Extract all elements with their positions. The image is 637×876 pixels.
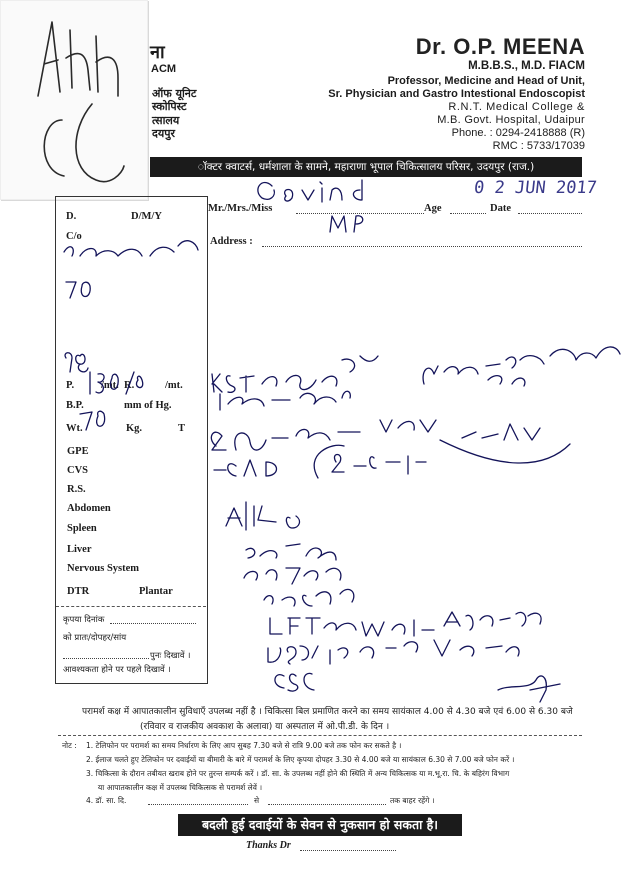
resp-label: R. [124, 380, 135, 391]
exam-gpe: GPE [67, 446, 89, 457]
bp-label: B.P. [66, 400, 84, 411]
notice-divider [58, 735, 582, 736]
header-scopist-fragment: स्कोपिस्ट [152, 100, 187, 113]
bp-unit: mm of Hg. [124, 400, 172, 411]
notice-line1: परामर्श कक्ष में आपातकालीन सुविधाएँ उपलब्ध नहीं है । चिकित्सा बिल प्रमाणित करने का समय सायंकाल 4.00 से 4.30 बजे एवं 6.00 से 6.30 बजे [82, 707, 573, 717]
header-degree-fragment: ACM [151, 63, 177, 75]
note-3: 3. चिकित्सा के दौरान तबीयत खराब होने पर तुरन्त सम्पर्क करें । डॉ. सा. के उपलब्ध नहीं होने की स्थिति में अन्य चिकित्सक या म.भू.रा. चि. के बहिरंग विभाग [86, 769, 510, 778]
note-4: 4. डॉ. सा. दि. [86, 796, 127, 805]
wt-label: Wt. [66, 423, 83, 434]
doctor-phone: Phone. : 0294-2418888 (R) [451, 127, 585, 139]
note-prefix: नोट : [62, 741, 77, 750]
pulse-label: P. [66, 380, 75, 391]
header-hospital-fragment: त्सालय [152, 114, 180, 127]
pulse-unit: /mt. [101, 380, 119, 391]
exam-abdomen: Abdomen [67, 503, 111, 514]
plantar-label: Plantar [139, 586, 173, 597]
thanks-label: Thanks Dr [246, 840, 291, 851]
doctor-degrees: M.B.B.S., M.D. FIACM [468, 60, 585, 72]
exam-liver: Liver [67, 544, 92, 555]
warning-bar: बदली हुई दवाईयों के सेवन से नुकसान हो सकता है। [178, 814, 462, 836]
date-label: Date [490, 203, 511, 214]
exam-spleen: Spleen [67, 523, 97, 534]
doctor-title-line4: M.B. Govt. Hospital, Udaipur [437, 114, 585, 126]
doctor-title-line2: Sr. Physician and Gastro Intestional Endoscopist [328, 88, 585, 100]
date-stamp: 0 2 JUN 2017 [472, 178, 598, 198]
note-4-line1 [148, 804, 248, 805]
doctor-name: Dr. O.P. MEENA [415, 34, 585, 59]
followup-date-label: कृपया दिनांक [63, 615, 105, 625]
exam-cvs: CVS [67, 465, 89, 476]
address-label: Address : [210, 236, 253, 247]
note-4-from: से [254, 796, 260, 805]
resp-unit: /mt. [165, 380, 183, 391]
note-4-end: तक बाहर रहेंगे । [390, 796, 435, 805]
wt-unit: Kg. [126, 423, 143, 434]
dmy-label: D/M/Y [131, 211, 162, 222]
name-label: Mr./Mrs./Miss [208, 203, 273, 214]
doctor-title-line3: R.N.T. Medical College & [448, 101, 585, 113]
age-label: Age [424, 203, 442, 214]
co-label: C/o [66, 231, 82, 242]
exam-nervous-system: Nervous System [67, 563, 140, 574]
note-4-line2 [268, 804, 386, 805]
temp-label: T [178, 423, 186, 434]
followup-revisit-label: पुनः दिखावें । [150, 651, 191, 661]
doctor-rmc: RMC : 5733/17039 [492, 140, 585, 152]
note-3-cont: या आपातकालीन कक्ष में उपलब्ध चिकित्सक से परामर्श लेवें । [86, 783, 263, 792]
header-name-fragment: ना [150, 42, 165, 63]
note-1: 1. टेलिफोन पर परामर्श का समय निर्धारण के लिए आप सुबह 7.30 बजे से रात्रि 9.00 बजे तक फोन कर सकते है । [86, 741, 402, 750]
d-label: D. [66, 211, 77, 222]
note-2: 2. ईलाज चलते हुए टेलिफोन पर दवाईयों या बीमारी के बारे में परामर्श के लिए कृपया दोपहर 3.30 से 4.00 बजे या सायंकाल 6.30 से 7.00 बजे फोन करें । [86, 755, 515, 764]
followup-early-label: आवश्यकता होने पर पहले दिखावें । [63, 665, 171, 675]
dtr-label: DTR [67, 586, 90, 597]
notice-line2: (रविवार व राजकीय अवकाश के अलावा) या अस्पताल में ओ.पी.डी. के दिन । [140, 722, 390, 732]
header-city-fragment: दयपुर [152, 127, 175, 140]
header-unit-fragment: ऑफ यूनिट [152, 87, 197, 100]
thanks-line [300, 850, 396, 851]
address-bar: ॉक्टर क्वाटर्स, धर्मशाला के सामने, महाराणा भूपाल चिकित्सालय परिसर, उदयपुर (राज.) [150, 157, 582, 177]
doctor-title-line1: Professor, Medicine and Head of Unit, [387, 75, 585, 87]
followup-time-label: को प्रातः/दोपहर/सांय [63, 633, 127, 643]
exam-rs: R.S. [67, 484, 86, 495]
